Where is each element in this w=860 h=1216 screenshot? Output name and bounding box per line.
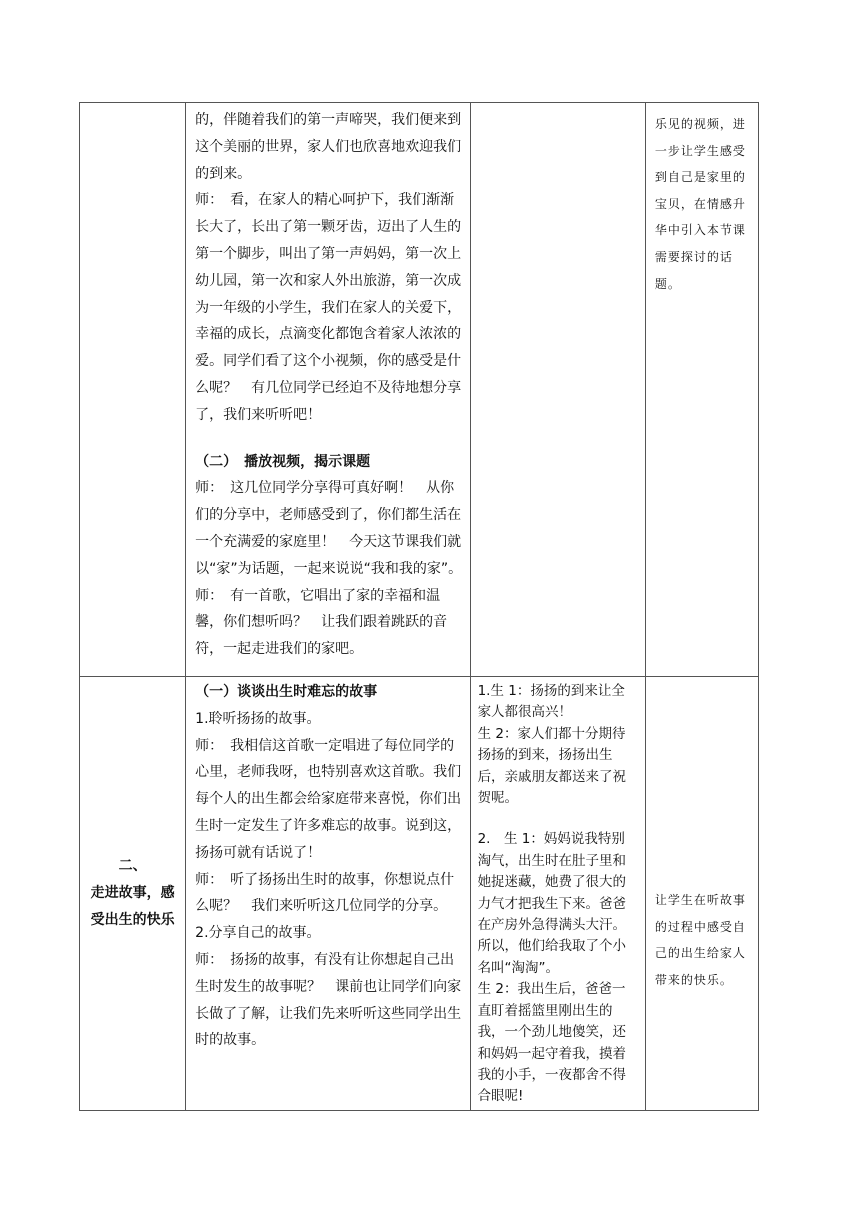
student-response: 2. 生 1：妈妈说我特别淘气，出生时在肚子里和她捉迷藏，她费了很大的力气才把我生下来。爸爸在产房外急得满头大汗。所以，他们给我取了个小名叫“淘淘”。: [477, 831, 627, 976]
paragraph: 的，伴随着我们的第一声啼哭，我们便来到这个美丽的世界，家人们也欣喜地欢迎我们的到来。: [195, 112, 462, 182]
student-response: 生 2：我出生后，爸爸一直盯着摇篮里刚出生的我，一个劲儿地傻笑，还和妈妈一起守着我，摸着我的小手，一夜都舍不得合眼呢!: [477, 981, 627, 1105]
teacher-activity-cell: [186, 677, 470, 1111]
design-intent-text: 让学生在听故事的过程中感受自己的出生给家人带来的快乐。: [654, 893, 746, 987]
stage-number: 二、: [118, 858, 147, 874]
paragraph: 2.分享自己的故事。: [195, 925, 321, 942]
design-intent-text: 乐见的视频，进一步让学生感受到自己是家里的宝贝，在情感升华中引入本节课需要探讨的话题。: [654, 117, 746, 291]
paragraph: 师： 我相信这首歌一定唱进了每位同学的心里，老师我呀，也特别喜欢这首歌。我们每个人的出生都会给家庭带来喜悦，你们出生时一定发生了许多难忘的故事。说到这，扬扬可就有话说了！: [195, 737, 462, 861]
paragraph: 师： 扬扬的故事，有没有让你想起自己出生时发生的故事呢？ 课前也让同学们向家长做了了解，让我们先来听听这些同学出生时的故事。: [195, 951, 462, 1049]
design-intent-cell: [645, 103, 758, 677]
section-heading: （一）谈谈出生时难忘的故事: [195, 684, 378, 700]
paragraph: 师： 这几位同学分享得可真好啊！ 从你们的分享中，老师感受到了，你们都生活在一个充满爱的家庭里！ 今天这节课我们就以“家”为话题，一起来说说“我和我的家”。: [195, 480, 463, 577]
student-response: 生 2：家人们都十分期待扬扬的到来，扬扬出生后，亲戚朋友都送来了祝贺呢。: [477, 725, 627, 807]
paragraph: 师： 听了扬扬出生时的故事，你想说点什么呢？ 我们来听听这几位同学的分享。: [195, 871, 455, 915]
paragraph: 1.聆听扬扬的故事。: [195, 710, 321, 727]
lesson-plan-table: [79, 102, 759, 1111]
design-intent-cell: [645, 677, 758, 1111]
stage-cell: [80, 677, 186, 1111]
stage-cell: [80, 103, 186, 677]
teacher-activity-cell: [186, 103, 470, 677]
student-activity-cell: [470, 103, 645, 677]
paragraph: 师： 有一首歌，它唱出了家的幸福和温馨，你们想听吗？ 让我们跟着跳跃的音符，一起走进我们的家吧。: [195, 587, 448, 658]
paragraph: 师： 看，在家人的精心呵护下，我们渐渐长大了，长出了第一颗牙齿，迈出了人生的第一个脚步，叫出了第一声妈妈，第一次上幼儿园，第一次和家人外出旅游，第一次成为一年级的小学生，我们在家人的关爱下，幸福的成长，点滴变化都饱含着家人浓浓的爱。同学们看了这个小视频，你的感受是什么呢？ 有几位同学已经迫不及待地想分享了，我们来听听吧！: [195, 192, 462, 423]
student-response: 1.生 1：扬扬的到来让全家人都很高兴！: [477, 683, 625, 721]
table-row: [80, 677, 759, 1111]
student-activity-cell: [470, 677, 645, 1111]
section-heading: （二） 播放视频，揭示课题: [195, 453, 371, 470]
table-row: [80, 103, 759, 677]
stage-title: 走进故事，感受出生的快乐: [90, 885, 175, 928]
